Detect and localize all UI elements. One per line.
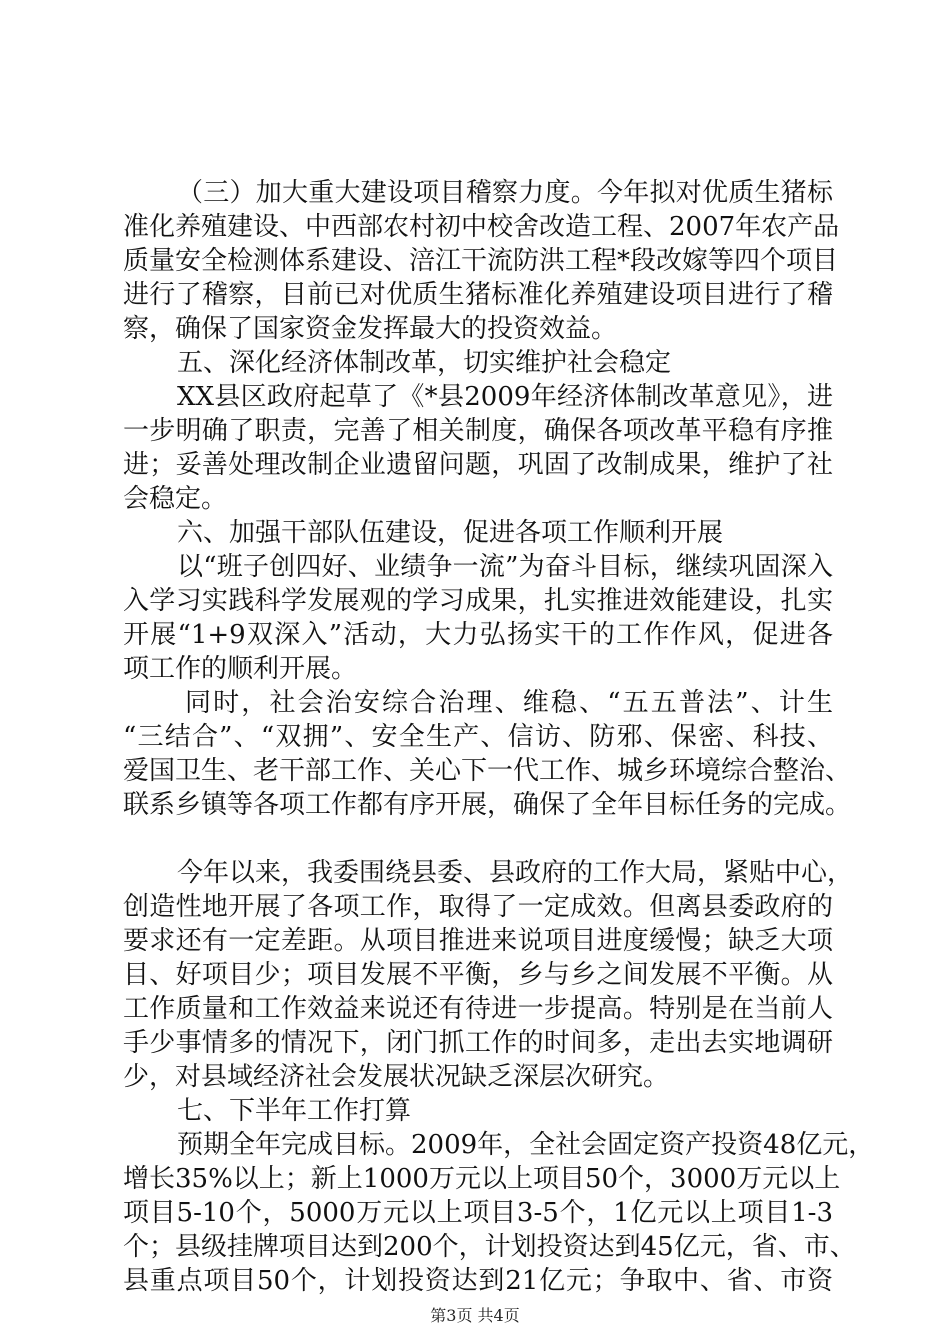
- paragraph-line: 县重点项目50个，计划投资达到21亿元；争取中、省、市资: [123, 1266, 833, 1296]
- paragraph-line: 爱国卫生、老干部工作、关心下一代工作、城乡环境综合整治、: [123, 756, 852, 786]
- paragraph-line: 目、好项目少；项目发展不平衡，乡与乡之间发展不平衡。从: [123, 960, 833, 990]
- paragraph-line: XX县区政府起草了《*县2009年经济体制改革意见》，进: [177, 382, 833, 412]
- paragraph-line: 工作质量和工作效益来说还有待进一步提高。特别是在当前人: [123, 994, 833, 1024]
- section-heading: 六、加强干部队伍建设，促进各项工作顺利开展: [177, 518, 724, 548]
- paragraph-line: 今年以来，我委围绕县委、县政府的工作大局，紧贴中心，: [177, 858, 854, 888]
- paragraph-line: 少，对县域经济社会发展状况缺乏深层次研究。: [123, 1062, 670, 1092]
- paragraph-line: 同时，社会治安综合治理、维稳、“五五普法”、计生: [185, 688, 833, 718]
- section-heading: 五、深化经济体制改革，切实维护社会稳定: [177, 348, 672, 378]
- paragraph-line: 准化养殖建设、中西部农村初中校舍改造工程、2007年农产品: [123, 212, 840, 242]
- paragraph-line: 进行了稽察，目前已对优质生猪标准化养殖建设项目进行了稽: [123, 280, 833, 310]
- paragraph-line: 入学习实践科学发展观的学习成果，扎实推进效能建设，扎实: [123, 586, 833, 616]
- paragraph-line: 要求还有一定差距。从项目推进来说项目进度缓慢；缺乏大项: [123, 926, 833, 956]
- paragraph-line: 增长35%以上；新上1000万元以上项目50个，3000万元以上: [123, 1164, 841, 1194]
- paragraph-line: “三结合”、“双拥”、安全生产、信访、防邪、保密、科技、: [123, 722, 833, 752]
- page-number-footer: 第3页 共4页: [430, 1306, 520, 1325]
- paragraph-line: 预期全年完成目标。2009年，全社会固定资产投资48亿元，: [177, 1130, 875, 1160]
- section-heading: 七、下半年工作打算: [177, 1096, 412, 1126]
- paragraph-line: 会稳定。: [123, 484, 228, 514]
- paragraph-line: 项目5-10个，5000万元以上项目3-5个，1亿元以上项目1-3: [123, 1198, 833, 1228]
- paragraph-line: 联系乡镇等各项工作都有序开展，确保了全年目标任务的完成。: [123, 790, 852, 820]
- paragraph-line: 察，确保了国家资金发挥最大的投资效益。: [123, 314, 618, 344]
- paragraph-line: 进；妥善处理改制企业遗留问题，巩固了改制成果，维护了社: [123, 450, 833, 480]
- paragraph-line: 以“班子创四好、业绩争一流”为奋斗目标，继续巩固深入: [177, 552, 833, 582]
- paragraph-line: （三）加大重大建设项目稽察力度。今年拟对优质生猪标: [177, 178, 833, 208]
- paragraph-line: 质量安全检测体系建设、涪江干流防洪工程*段改嫁等四个项目: [123, 246, 839, 276]
- paragraph-line: 一步明确了职责，完善了相关制度，确保各项改革平稳有序推: [123, 416, 833, 446]
- paragraph-line: 手少事情多的情况下，闭门抓工作的时间多，走出去实地调研: [123, 1028, 833, 1058]
- paragraph-line: 创造性地开展了各项工作，取得了一定成效。但离县委政府的: [123, 892, 833, 922]
- paragraph-line: 个；县级挂牌项目达到200个，计划投资达到45亿元，省、市、: [123, 1232, 856, 1262]
- paragraph-line: 开展“1+9双深入”活动，大力弘扬实干的工作作风，促进各: [123, 620, 833, 650]
- paragraph-line: 项工作的顺利开展。: [123, 654, 358, 684]
